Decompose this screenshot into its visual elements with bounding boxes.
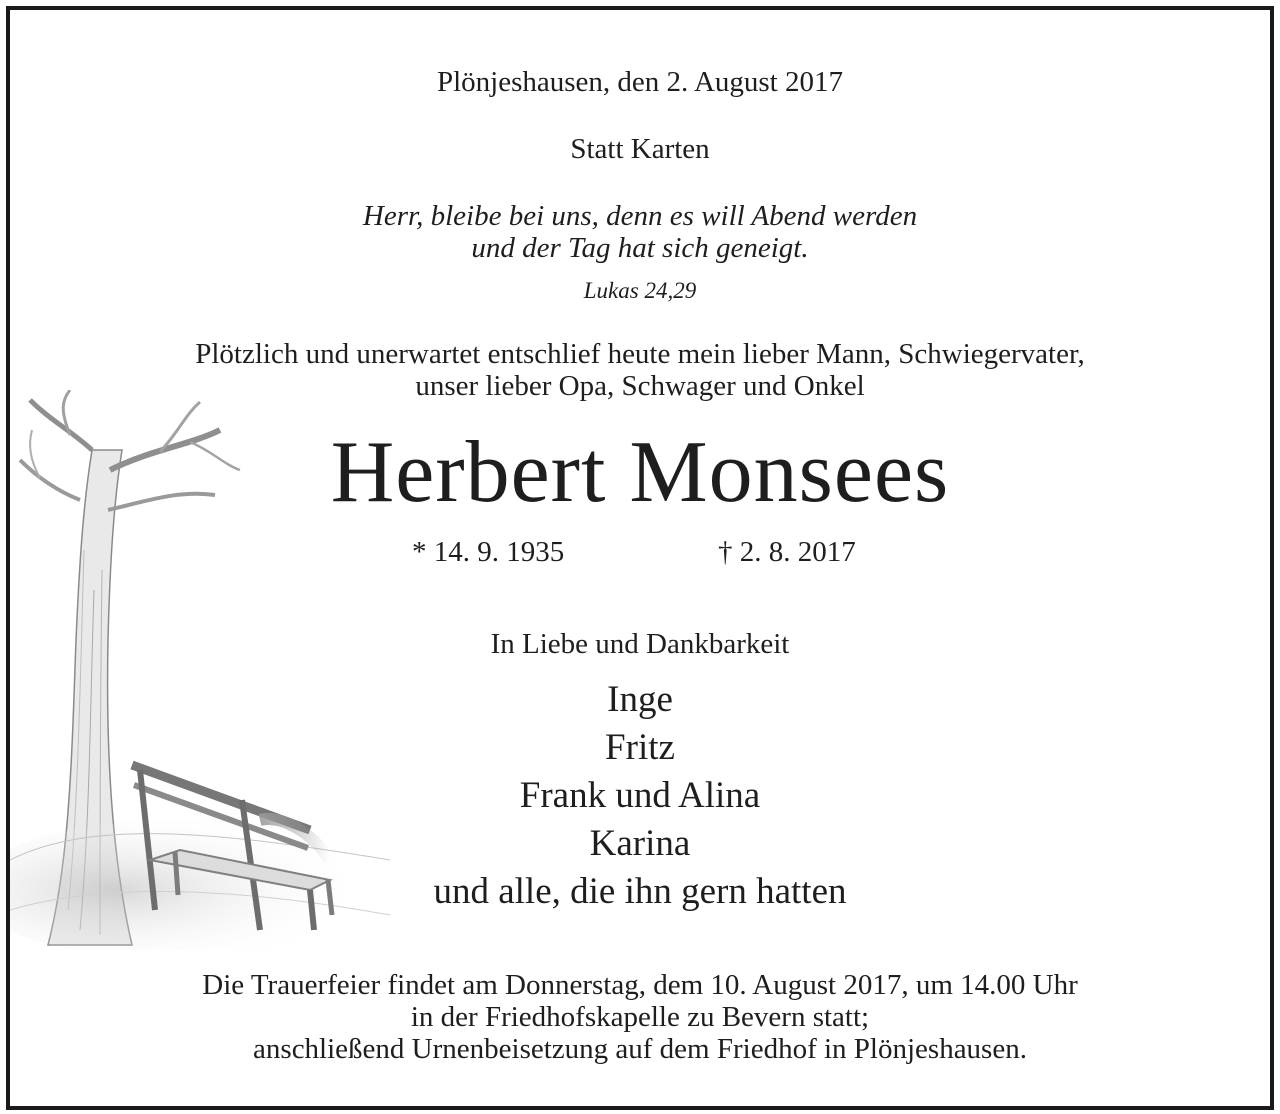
funeral-info-line-3: anschließend Urnenbeisetzung auf dem Friedhof in Plönjeshausen. xyxy=(253,1033,1027,1065)
announcement-line-2: unser lieber Opa, Schwager und Onkel xyxy=(415,370,865,402)
funeral-info-line-1: Die Trauerfeier findet am Donnerstag, dem 10. August 2017, um 14.00 Uhr xyxy=(202,969,1078,1001)
signatory: Fritz xyxy=(605,727,675,768)
deceased-name: Herbert Monsees xyxy=(330,424,950,521)
bible-verse-reference: Lukas 24,29 xyxy=(583,278,697,303)
closing-phrase: In Liebe und Dankbarkeit xyxy=(490,628,790,660)
funeral-info-line-2: in der Friedhofskapelle zu Bevern statt; xyxy=(410,1001,870,1033)
birth-date: * 14. 9. 1935 xyxy=(412,536,565,568)
announcement-line-1: Plötzlich und unerwartet entschlief heute mein lieber Mann, Schwiegervater, xyxy=(195,338,1085,370)
place-and-date: Plönjeshausen, den 2. August 2017 xyxy=(437,66,843,98)
signatory: und alle, die ihn gern hatten xyxy=(433,871,847,912)
statt-karten-note: Statt Karten xyxy=(570,133,710,165)
death-date: † 2. 8. 2017 xyxy=(718,536,856,568)
signatory: Karina xyxy=(589,823,691,864)
bible-verse-line-2: und der Tag hat sich geneigt. xyxy=(471,232,809,264)
obituary-notice xyxy=(6,6,1274,1110)
bible-verse-line-1: Herr, bleibe bei uns, denn es will Abend werden xyxy=(362,200,918,232)
signatory: Inge xyxy=(607,679,673,720)
signatory: Frank und Alina xyxy=(519,775,761,816)
